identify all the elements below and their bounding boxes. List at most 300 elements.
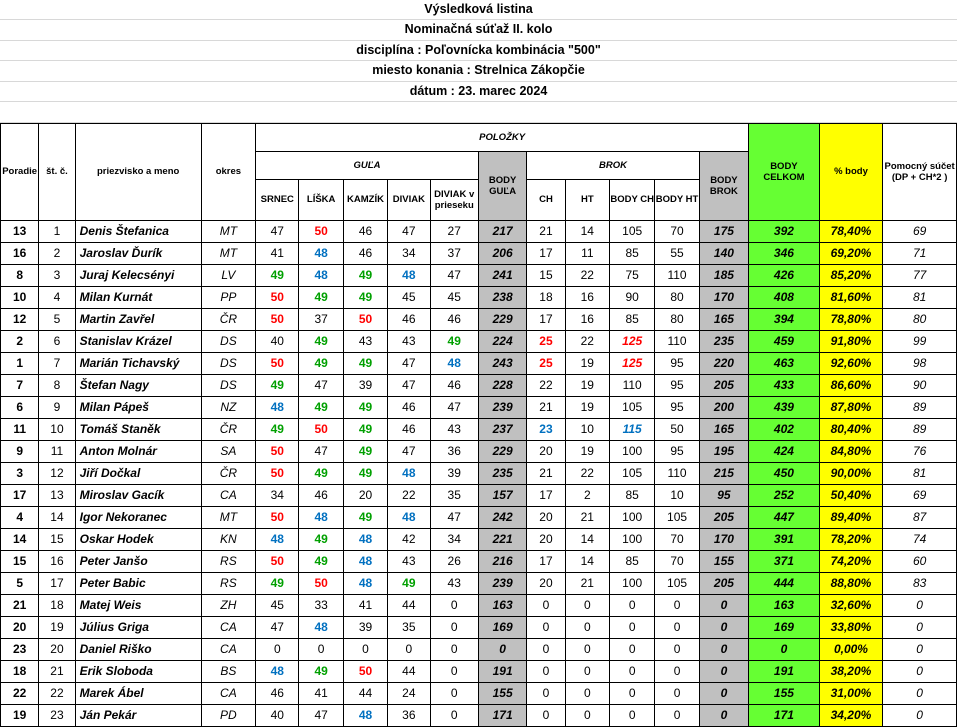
body-gula-cell: 0	[478, 638, 526, 660]
body-celkom-cell: 424	[749, 440, 820, 462]
rank-cell: 3	[1, 462, 39, 484]
col-body-ht: BODY HT	[655, 179, 699, 220]
body-ch-cell: 0	[609, 704, 654, 726]
srnec-cell: 50	[256, 308, 299, 330]
diviak-cell: 47	[388, 440, 430, 462]
kamzik-cell: 39	[343, 374, 387, 396]
body-celkom-cell: 447	[749, 506, 820, 528]
name-cell: Jiří Dočkal	[75, 462, 201, 484]
pct-body-cell: 74,20%	[819, 550, 883, 572]
body-ht-cell: 70	[655, 528, 699, 550]
name-cell: Milan Pápeš	[75, 396, 201, 418]
pomocny-sucet-cell: 0	[883, 638, 957, 660]
body-gula-cell: 237	[478, 418, 526, 440]
ch-cell: 21	[527, 220, 565, 242]
diviak-v-prieseku-cell: 49	[430, 330, 478, 352]
results-table	[0, 123, 957, 727]
body-gula-cell: 238	[478, 286, 526, 308]
diviak-v-prieseku-cell: 26	[430, 550, 478, 572]
col-body-celkom: BODY CELKOM	[749, 123, 820, 220]
col-poradie: Poradie	[1, 123, 39, 220]
ht-cell: 19	[565, 352, 609, 374]
pct-body-cell: 78,40%	[819, 220, 883, 242]
ch-cell: 15	[527, 264, 565, 286]
body-gula-cell: 216	[478, 550, 526, 572]
pct-body-cell: 69,20%	[819, 242, 883, 264]
body-brok-cell: 95	[699, 484, 748, 506]
start-number-cell: 22	[39, 682, 75, 704]
name-cell: Ján Pekár	[75, 704, 201, 726]
diviak-cell: 34	[388, 242, 430, 264]
pomocny-sucet-cell: 76	[883, 440, 957, 462]
pomocny-sucet-cell: 89	[883, 396, 957, 418]
ht-cell: 16	[565, 286, 609, 308]
start-number-cell: 15	[39, 528, 75, 550]
diviak-cell: 47	[388, 352, 430, 374]
body-celkom-cell: 394	[749, 308, 820, 330]
table-row	[1, 506, 957, 528]
srnec-cell: 50	[256, 440, 299, 462]
ch-cell: 20	[527, 572, 565, 594]
rank-cell: 9	[1, 440, 39, 462]
body-ch-cell: 0	[609, 682, 654, 704]
rank-cell: 19	[1, 704, 39, 726]
ch-cell: 17	[527, 308, 565, 330]
diviak-cell: 47	[388, 220, 430, 242]
body-brok-cell: 0	[699, 594, 748, 616]
okres-cell: DS	[201, 330, 255, 352]
date: dátum : 23. marec 2024	[0, 82, 957, 102]
pct-body-cell: 87,80%	[819, 396, 883, 418]
diviak-v-prieseku-cell: 0	[430, 704, 478, 726]
diviak-v-prieseku-cell: 48	[430, 352, 478, 374]
name-cell: Juraj Kelecsényi	[75, 264, 201, 286]
pct-body-cell: 84,80%	[819, 440, 883, 462]
liska-cell: 0	[299, 638, 343, 660]
start-number-cell: 4	[39, 286, 75, 308]
pomocny-sucet-cell: 0	[883, 704, 957, 726]
table-row	[1, 638, 957, 660]
diviak-v-prieseku-cell: 0	[430, 660, 478, 682]
body-ht-cell: 110	[655, 264, 699, 286]
pct-body-cell: 32,60%	[819, 594, 883, 616]
liska-cell: 48	[299, 506, 343, 528]
diviak-v-prieseku-cell: 46	[430, 308, 478, 330]
name-cell: Erik Sloboda	[75, 660, 201, 682]
body-ch-cell: 0	[609, 594, 654, 616]
table-row	[1, 330, 957, 352]
body-ch-cell: 0	[609, 660, 654, 682]
table-row	[1, 418, 957, 440]
table-row	[1, 616, 957, 638]
diviak-cell: 43	[388, 550, 430, 572]
table-row	[1, 572, 957, 594]
diviak-v-prieseku-cell: 47	[430, 264, 478, 286]
body-ht-cell: 80	[655, 286, 699, 308]
body-celkom-cell: 439	[749, 396, 820, 418]
srnec-cell: 41	[256, 242, 299, 264]
liska-cell: 49	[299, 330, 343, 352]
col-liska: LÍŠKA	[299, 179, 343, 220]
okres-cell: PP	[201, 286, 255, 308]
body-brok-cell: 170	[699, 528, 748, 550]
body-brok-cell: 215	[699, 462, 748, 484]
start-number-cell: 21	[39, 660, 75, 682]
kamzik-cell: 50	[343, 308, 387, 330]
body-gula-cell: 169	[478, 616, 526, 638]
body-celkom-cell: 191	[749, 660, 820, 682]
table-row	[1, 550, 957, 572]
body-brok-cell: 205	[699, 506, 748, 528]
srnec-cell: 40	[256, 330, 299, 352]
ch-cell: 0	[527, 682, 565, 704]
rank-cell: 12	[1, 308, 39, 330]
start-number-cell: 23	[39, 704, 75, 726]
diviak-cell: 0	[388, 638, 430, 660]
body-celkom-cell: 171	[749, 704, 820, 726]
rank-cell: 20	[1, 616, 39, 638]
start-number-cell: 18	[39, 594, 75, 616]
pct-body-cell: 88,80%	[819, 572, 883, 594]
diviak-cell: 48	[388, 264, 430, 286]
liska-cell: 49	[299, 462, 343, 484]
pomocny-sucet-cell: 60	[883, 550, 957, 572]
body-ch-cell: 90	[609, 286, 654, 308]
col-pomocny-sucet: Pomocný súčet (DP + CH*2 )	[883, 123, 957, 220]
body-ch-cell: 125	[609, 352, 654, 374]
rank-cell: 5	[1, 572, 39, 594]
start-number-cell: 3	[39, 264, 75, 286]
pomocny-sucet-cell: 87	[883, 506, 957, 528]
kamzik-cell: 49	[343, 440, 387, 462]
body-ht-cell: 0	[655, 682, 699, 704]
col-body-brok: BODY BROK	[699, 151, 748, 220]
rank-cell: 22	[1, 682, 39, 704]
col-ht: HT	[565, 179, 609, 220]
name-cell: Matej Weis	[75, 594, 201, 616]
kamzik-cell: 39	[343, 616, 387, 638]
name-cell: Igor Nekoranec	[75, 506, 201, 528]
body-gula-cell: 235	[478, 462, 526, 484]
table-row	[1, 374, 957, 396]
body-brok-cell: 0	[699, 616, 748, 638]
rank-cell: 4	[1, 506, 39, 528]
competition-name: Nominačná súťaž II. kolo	[0, 20, 957, 40]
diviak-cell: 36	[388, 704, 430, 726]
kamzik-cell: 46	[343, 220, 387, 242]
table-row	[1, 352, 957, 374]
body-ch-cell: 100	[609, 440, 654, 462]
kamzik-cell: 49	[343, 418, 387, 440]
pomocny-sucet-cell: 71	[883, 242, 957, 264]
diviak-v-prieseku-cell: 36	[430, 440, 478, 462]
srnec-cell: 50	[256, 506, 299, 528]
srnec-cell: 49	[256, 264, 299, 286]
liska-cell: 50	[299, 572, 343, 594]
body-ht-cell: 50	[655, 418, 699, 440]
diviak-v-prieseku-cell: 0	[430, 616, 478, 638]
ch-cell: 0	[527, 594, 565, 616]
rank-cell: 8	[1, 264, 39, 286]
col-srnec: SRNEC	[256, 179, 299, 220]
ht-cell: 0	[565, 616, 609, 638]
kamzik-cell: 41	[343, 594, 387, 616]
body-celkom-cell: 463	[749, 352, 820, 374]
kamzik-cell: 43	[343, 330, 387, 352]
body-ch-cell: 100	[609, 572, 654, 594]
results-body	[1, 220, 957, 726]
col-gula-group: GUĽA	[256, 151, 479, 179]
name-cell: Peter Janšo	[75, 550, 201, 572]
body-celkom-cell: 459	[749, 330, 820, 352]
liska-cell: 49	[299, 286, 343, 308]
liska-cell: 46	[299, 484, 343, 506]
diviak-cell: 42	[388, 528, 430, 550]
srnec-cell: 50	[256, 462, 299, 484]
table-row	[1, 286, 957, 308]
body-ht-cell: 110	[655, 330, 699, 352]
ht-cell: 11	[565, 242, 609, 264]
pomocny-sucet-cell: 99	[883, 330, 957, 352]
okres-cell: BS	[201, 660, 255, 682]
kamzik-cell: 49	[343, 506, 387, 528]
ch-cell: 20	[527, 440, 565, 462]
diviak-cell: 49	[388, 572, 430, 594]
body-gula-cell: 163	[478, 594, 526, 616]
pct-body-cell: 50,40%	[819, 484, 883, 506]
srnec-cell: 0	[256, 638, 299, 660]
pomocny-sucet-cell: 0	[883, 616, 957, 638]
kamzik-cell: 48	[343, 528, 387, 550]
rank-cell: 14	[1, 528, 39, 550]
kamzik-cell: 49	[343, 264, 387, 286]
liska-cell: 48	[299, 242, 343, 264]
start-number-cell: 8	[39, 374, 75, 396]
name-cell: Marek Ábel	[75, 682, 201, 704]
diviak-v-prieseku-cell: 43	[430, 572, 478, 594]
kamzik-cell: 49	[343, 286, 387, 308]
pct-body-cell: 78,80%	[819, 308, 883, 330]
liska-cell: 47	[299, 374, 343, 396]
diviak-cell: 24	[388, 682, 430, 704]
ht-cell: 2	[565, 484, 609, 506]
body-ht-cell: 0	[655, 638, 699, 660]
name-cell: Anton Molnár	[75, 440, 201, 462]
col-body-gula: BODY GUĽA	[478, 151, 526, 220]
body-gula-cell: 243	[478, 352, 526, 374]
start-number-cell: 5	[39, 308, 75, 330]
rank-cell: 1	[1, 352, 39, 374]
pct-body-cell: 89,40%	[819, 506, 883, 528]
col-polozky: POLOŽKY	[256, 123, 749, 151]
srnec-cell: 49	[256, 418, 299, 440]
pct-body-cell: 33,80%	[819, 616, 883, 638]
ch-cell: 23	[527, 418, 565, 440]
ch-cell: 25	[527, 330, 565, 352]
start-number-cell: 9	[39, 396, 75, 418]
col-body-ch: BODY CH	[609, 179, 654, 220]
srnec-cell: 34	[256, 484, 299, 506]
pomocny-sucet-cell: 0	[883, 682, 957, 704]
body-celkom-cell: 450	[749, 462, 820, 484]
kamzik-cell: 49	[343, 462, 387, 484]
body-ch-cell: 105	[609, 462, 654, 484]
kamzik-cell: 49	[343, 396, 387, 418]
kamzik-cell: 46	[343, 242, 387, 264]
diviak-cell: 45	[388, 286, 430, 308]
rank-cell: 16	[1, 242, 39, 264]
body-ht-cell: 0	[655, 594, 699, 616]
okres-cell: MT	[201, 220, 255, 242]
body-brok-cell: 0	[699, 704, 748, 726]
pct-body-cell: 86,60%	[819, 374, 883, 396]
ht-cell: 0	[565, 638, 609, 660]
table-row	[1, 682, 957, 704]
name-cell: Peter Babic	[75, 572, 201, 594]
body-brok-cell: 175	[699, 220, 748, 242]
body-brok-cell: 165	[699, 308, 748, 330]
okres-cell: NZ	[201, 396, 255, 418]
okres-cell: CA	[201, 638, 255, 660]
spacer-row	[0, 102, 957, 123]
body-ht-cell: 95	[655, 396, 699, 418]
start-number-cell: 12	[39, 462, 75, 484]
diviak-cell: 46	[388, 418, 430, 440]
body-ch-cell: 125	[609, 330, 654, 352]
body-ch-cell: 0	[609, 638, 654, 660]
liska-cell: 49	[299, 550, 343, 572]
start-number-cell: 10	[39, 418, 75, 440]
rank-cell: 15	[1, 550, 39, 572]
ht-cell: 0	[565, 682, 609, 704]
ch-cell: 0	[527, 704, 565, 726]
diviak-v-prieseku-cell: 47	[430, 506, 478, 528]
body-gula-cell: 228	[478, 374, 526, 396]
diviak-v-prieseku-cell: 43	[430, 418, 478, 440]
diviak-v-prieseku-cell: 0	[430, 682, 478, 704]
pct-body-cell: 80,40%	[819, 418, 883, 440]
col-st-c: št. č.	[39, 123, 75, 220]
ch-cell: 21	[527, 462, 565, 484]
kamzik-cell: 48	[343, 704, 387, 726]
okres-cell: MT	[201, 506, 255, 528]
diviak-cell: 48	[388, 462, 430, 484]
body-ht-cell: 55	[655, 242, 699, 264]
body-gula-cell: 229	[478, 440, 526, 462]
body-celkom-cell: 252	[749, 484, 820, 506]
diviak-cell: 46	[388, 396, 430, 418]
pct-body-cell: 91,80%	[819, 330, 883, 352]
body-celkom-cell: 346	[749, 242, 820, 264]
ht-cell: 19	[565, 374, 609, 396]
liska-cell: 50	[299, 418, 343, 440]
start-number-cell: 13	[39, 484, 75, 506]
srnec-cell: 48	[256, 396, 299, 418]
ch-cell: 21	[527, 396, 565, 418]
body-gula-cell: 239	[478, 572, 526, 594]
diviak-v-prieseku-cell: 45	[430, 286, 478, 308]
body-gula-cell: 224	[478, 330, 526, 352]
pomocny-sucet-cell: 83	[883, 572, 957, 594]
body-brok-cell: 195	[699, 440, 748, 462]
liska-cell: 47	[299, 704, 343, 726]
body-celkom-cell: 0	[749, 638, 820, 660]
diviak-v-prieseku-cell: 46	[430, 374, 478, 396]
ch-cell: 17	[527, 484, 565, 506]
body-celkom-cell: 408	[749, 286, 820, 308]
body-ch-cell: 85	[609, 484, 654, 506]
okres-cell: SA	[201, 440, 255, 462]
discipline: disciplína : Poľovnícka kombinácia "500"	[0, 41, 957, 61]
kamzik-cell: 20	[343, 484, 387, 506]
ch-cell: 17	[527, 550, 565, 572]
name-cell: Tomáš Staněk	[75, 418, 201, 440]
okres-cell: ČR	[201, 418, 255, 440]
table-row	[1, 220, 957, 242]
body-ch-cell: 105	[609, 396, 654, 418]
name-cell: Stanislav Krázel	[75, 330, 201, 352]
start-number-cell: 14	[39, 506, 75, 528]
col-okres: okres	[201, 123, 255, 220]
body-gula-cell: 157	[478, 484, 526, 506]
ht-cell: 10	[565, 418, 609, 440]
srnec-cell: 47	[256, 616, 299, 638]
body-celkom-cell: 371	[749, 550, 820, 572]
liska-cell: 49	[299, 396, 343, 418]
pomocny-sucet-cell: 74	[883, 528, 957, 550]
okres-cell: ČR	[201, 462, 255, 484]
diviak-v-prieseku-cell: 35	[430, 484, 478, 506]
body-ch-cell: 85	[609, 242, 654, 264]
body-brok-cell: 165	[699, 418, 748, 440]
liska-cell: 48	[299, 264, 343, 286]
body-celkom-cell: 392	[749, 220, 820, 242]
diviak-cell: 44	[388, 660, 430, 682]
pomocny-sucet-cell: 77	[883, 264, 957, 286]
srnec-cell: 40	[256, 704, 299, 726]
body-ht-cell: 80	[655, 308, 699, 330]
pct-body-cell: 90,00%	[819, 462, 883, 484]
okres-cell: LV	[201, 264, 255, 286]
pomocny-sucet-cell: 90	[883, 374, 957, 396]
okres-cell: DS	[201, 374, 255, 396]
okres-cell: PD	[201, 704, 255, 726]
rank-cell: 10	[1, 286, 39, 308]
diviak-v-prieseku-cell: 0	[430, 638, 478, 660]
okres-cell: CA	[201, 484, 255, 506]
body-gula-cell: 221	[478, 528, 526, 550]
name-cell: Milan Kurnát	[75, 286, 201, 308]
start-number-cell: 7	[39, 352, 75, 374]
start-number-cell: 11	[39, 440, 75, 462]
body-brok-cell: 185	[699, 264, 748, 286]
table-row	[1, 660, 957, 682]
pomocny-sucet-cell: 69	[883, 220, 957, 242]
table-row	[1, 440, 957, 462]
ch-cell: 20	[527, 528, 565, 550]
liska-cell: 48	[299, 616, 343, 638]
okres-cell: ZH	[201, 594, 255, 616]
diviak-cell: 47	[388, 374, 430, 396]
start-number-cell: 2	[39, 242, 75, 264]
start-number-cell: 19	[39, 616, 75, 638]
diviak-cell: 48	[388, 506, 430, 528]
diviak-cell: 35	[388, 616, 430, 638]
body-celkom-cell: 402	[749, 418, 820, 440]
ch-cell: 20	[527, 506, 565, 528]
body-gula-cell: 241	[478, 264, 526, 286]
ch-cell: 0	[527, 638, 565, 660]
